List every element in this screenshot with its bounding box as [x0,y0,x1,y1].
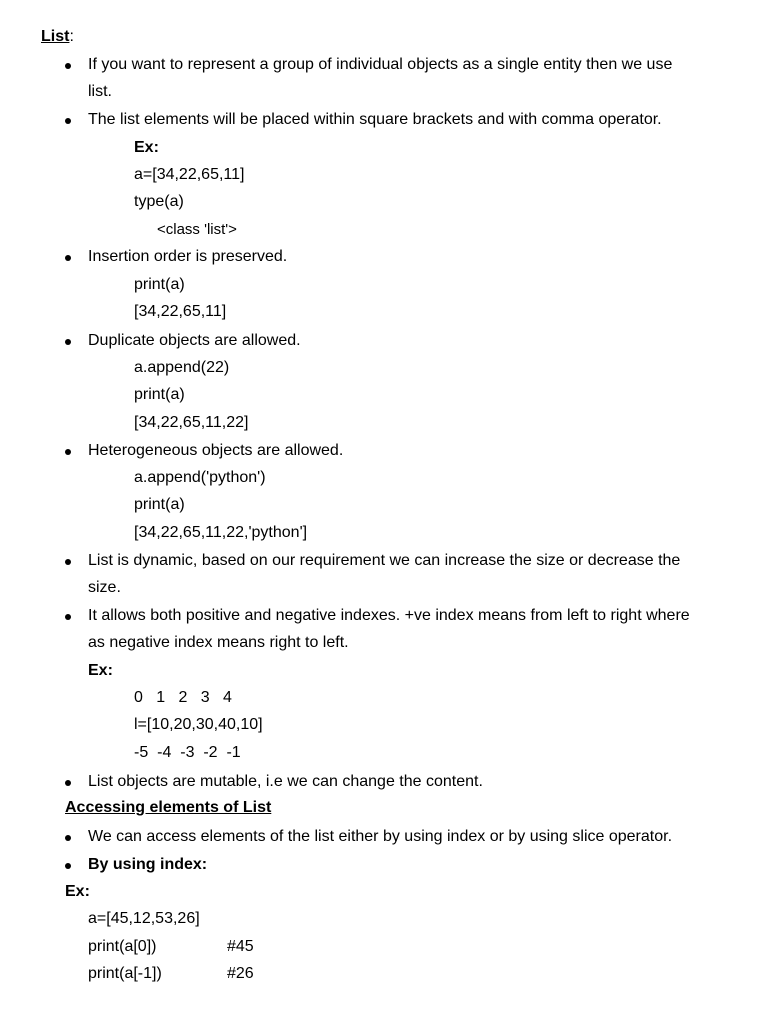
code-line: l=[10,20,30,40,10] [134,716,263,733]
bullet-text-cont: as negative index means right to left. [88,634,349,651]
code-output: [34,22,65,11,22,'python'] [134,524,308,541]
bullet-icon [65,449,71,455]
bullet-text: If you want to represent a group of individual objects as a single entity then we use [88,56,673,73]
bullet-icon [65,118,71,124]
example-label: Ex: [88,662,113,679]
code-line: a=[45,12,53,26] [88,910,200,927]
code-line: a.append(22) [134,359,230,376]
bullet-icon [65,339,71,345]
page-heading [41,27,74,47]
bullet-text-cont: size. [88,579,121,596]
heading-title: List [41,28,70,45]
code-line: type(a) [134,193,184,210]
code-line: print(a) [134,386,185,403]
bullet-icon [65,255,71,261]
bullet-icon [65,863,71,869]
bullet-text: We can access elements of the list either by using index or by using slice operator. [88,828,673,845]
code-line: a=[34,22,65,11] [134,166,245,183]
code-line: print(a) [134,496,185,513]
code-output: [34,22,65,11] [134,303,227,320]
bullet-text-bold: By using index: [88,856,208,873]
bullet-icon [65,835,71,841]
index-positive-row: 0 1 2 3 4 [134,689,232,706]
index-negative-row: -5 -4 -3 -2 -1 [134,744,241,761]
bullet-icon [65,614,71,620]
code-output: [34,22,65,11,22] [134,414,249,431]
heading-colon: : [69,28,74,45]
bullet-text: It allows both positive and negative indexes. +ve index means from left to right where [88,607,690,624]
bullet-text: List objects are mutable, i.e we can change the content. [88,773,483,790]
bullet-text-cont: list. [88,83,112,100]
example-label: Ex: [65,883,90,900]
bullet-text: Insertion order is preserved. [88,248,288,265]
section-heading: Accessing elements of List [65,799,272,816]
bullet-icon [65,63,71,69]
code-line: print(a) [134,276,185,293]
example-label: Ex: [134,139,159,156]
bullet-text: List is dynamic, based on our requirement we can increase the size or decrease the [88,552,681,569]
code-comment: #45 [227,938,254,955]
code-output: <class 'list'> [157,221,237,238]
code-line: print(a[-1]) [88,965,162,982]
bullet-icon [65,559,71,565]
code-comment: #26 [227,965,254,982]
bullet-text: Duplicate objects are allowed. [88,332,301,349]
code-line: a.append('python') [134,469,266,486]
bullet-text: Heterogeneous objects are allowed. [88,442,344,459]
bullet-icon [65,780,71,786]
code-line: print(a[0]) [88,938,157,955]
bullet-text: The list elements will be placed within square brackets and with comma operator. [88,111,662,128]
